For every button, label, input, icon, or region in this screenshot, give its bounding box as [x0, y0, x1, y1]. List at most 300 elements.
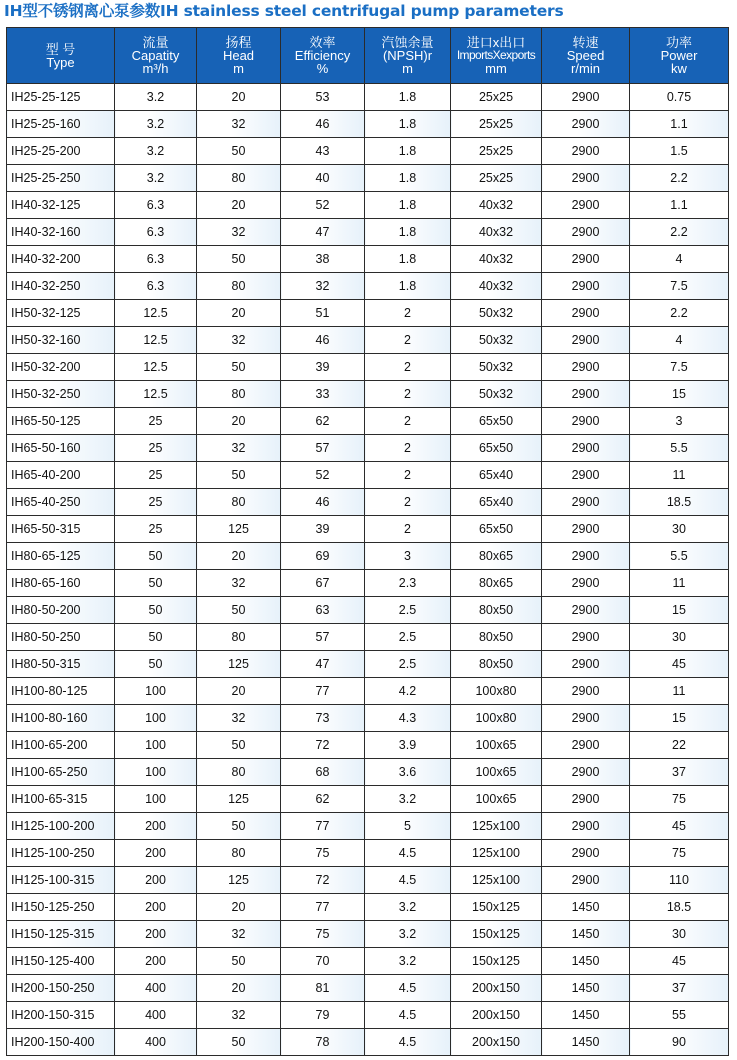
efficiency-cell: 81	[281, 975, 365, 1002]
npsh-cell: 3.9	[365, 732, 451, 759]
model-cell: IH100-65-200	[7, 732, 115, 759]
power-cell: 15	[630, 381, 729, 408]
capacity-cell: 100	[115, 732, 197, 759]
head-cell: 32	[197, 570, 281, 597]
inlet-outlet-cell: 150x125	[451, 894, 542, 921]
model-cell: IH25-25-125	[7, 84, 115, 111]
power-cell: 1.5	[630, 138, 729, 165]
header-type	[7, 28, 115, 84]
npsh-cell: 4.5	[365, 975, 451, 1002]
inlet-outlet-cell: 65x50	[451, 516, 542, 543]
head-cell: 32	[197, 111, 281, 138]
capacity-cell: 3.2	[115, 84, 197, 111]
efficiency-cell: 62	[281, 408, 365, 435]
npsh-cell: 4.5	[365, 1002, 451, 1029]
header-label: 转速	[572, 35, 599, 50]
npsh-cell: 1.8	[365, 84, 451, 111]
table-row	[7, 435, 729, 462]
capacity-cell: 25	[115, 462, 197, 489]
speed-cell: 2900	[542, 786, 630, 813]
power-cell: 1.1	[630, 111, 729, 138]
npsh-cell: 2	[365, 408, 451, 435]
model-cell: IH125-100-315	[7, 867, 115, 894]
speed-cell: 2900	[542, 246, 630, 273]
head-cell: 20	[197, 300, 281, 327]
head-cell: 80	[197, 840, 281, 867]
model-cell: IH40-32-160	[7, 219, 115, 246]
npsh-cell: 2	[365, 489, 451, 516]
inlet-outlet-cell: 50x32	[451, 327, 542, 354]
capacity-cell: 400	[115, 1002, 197, 1029]
power-cell: 2.2	[630, 165, 729, 192]
efficiency-cell: 47	[281, 219, 365, 246]
model-cell: IH200-150-400	[7, 1029, 115, 1056]
head-cell: 50	[197, 1029, 281, 1056]
header-power	[630, 28, 729, 84]
capacity-cell: 100	[115, 705, 197, 732]
table-row	[7, 192, 729, 219]
efficiency-cell: 67	[281, 570, 365, 597]
head-cell: 80	[197, 759, 281, 786]
table-row	[7, 840, 729, 867]
speed-cell: 2900	[542, 867, 630, 894]
speed-cell: 2900	[542, 624, 630, 651]
npsh-cell: 1.8	[365, 246, 451, 273]
header-label: 汽蚀余量	[381, 35, 434, 50]
npsh-cell: 3.2	[365, 948, 451, 975]
power-cell: 7.5	[630, 273, 729, 300]
efficiency-cell: 46	[281, 327, 365, 354]
power-cell: 1.1	[630, 192, 729, 219]
table-row	[7, 921, 729, 948]
power-cell: 18.5	[630, 489, 729, 516]
inlet-outlet-cell: 100x80	[451, 705, 542, 732]
capacity-cell: 200	[115, 840, 197, 867]
header-label: 进口x出口	[466, 35, 526, 50]
capacity-cell: 400	[115, 1029, 197, 1056]
speed-cell: 2900	[542, 489, 630, 516]
header-head	[197, 28, 281, 84]
capacity-cell: 100	[115, 786, 197, 813]
power-cell: 22	[630, 732, 729, 759]
table-row	[7, 516, 729, 543]
efficiency-cell: 68	[281, 759, 365, 786]
efficiency-cell: 32	[281, 273, 365, 300]
power-cell: 7.5	[630, 354, 729, 381]
power-cell: 45	[630, 948, 729, 975]
table-row	[7, 732, 729, 759]
speed-cell: 2900	[542, 354, 630, 381]
head-cell: 32	[197, 921, 281, 948]
power-cell: 11	[630, 570, 729, 597]
header-label: 效率	[309, 35, 336, 50]
efficiency-cell: 43	[281, 138, 365, 165]
model-cell: IH25-25-160	[7, 111, 115, 138]
npsh-cell: 3.6	[365, 759, 451, 786]
efficiency-cell: 77	[281, 894, 365, 921]
page-title: IH型不锈钢离心泵参数IH stainless steel centrifugal pump parameters	[4, 2, 564, 20]
head-cell: 20	[197, 192, 281, 219]
header-unit: r/min	[571, 61, 600, 76]
header-capacity	[115, 28, 197, 84]
model-cell: IH150-125-400	[7, 948, 115, 975]
model-cell: IH40-32-250	[7, 273, 115, 300]
table-row	[7, 624, 729, 651]
header-unit: m	[402, 61, 413, 76]
head-cell: 20	[197, 894, 281, 921]
table-row	[7, 570, 729, 597]
head-cell: 125	[197, 516, 281, 543]
table-row	[7, 489, 729, 516]
head-cell: 50	[197, 597, 281, 624]
inlet-outlet-cell: 80x50	[451, 624, 542, 651]
table-row	[7, 1029, 729, 1056]
model-cell: IH125-100-250	[7, 840, 115, 867]
model-cell: IH150-125-315	[7, 921, 115, 948]
efficiency-cell: 40	[281, 165, 365, 192]
model-cell: IH80-50-315	[7, 651, 115, 678]
inlet-outlet-cell: 40x32	[451, 219, 542, 246]
header-label: 功率	[665, 35, 692, 50]
head-cell: 125	[197, 867, 281, 894]
table-row	[7, 354, 729, 381]
head-cell: 32	[197, 219, 281, 246]
model-cell: IH80-65-125	[7, 543, 115, 570]
speed-cell: 1450	[542, 1002, 630, 1029]
header-unit: %	[316, 61, 329, 76]
efficiency-cell: 63	[281, 597, 365, 624]
capacity-cell: 6.3	[115, 273, 197, 300]
speed-cell: 2900	[542, 192, 630, 219]
npsh-cell: 1.8	[365, 273, 451, 300]
table-row	[7, 381, 729, 408]
table-row	[7, 543, 729, 570]
npsh-cell: 4.5	[365, 1029, 451, 1056]
efficiency-cell: 79	[281, 1002, 365, 1029]
header-label: Head	[222, 48, 255, 63]
speed-cell: 2900	[542, 408, 630, 435]
header-label: Efficiency	[294, 48, 351, 63]
capacity-cell: 200	[115, 867, 197, 894]
power-cell: 11	[630, 462, 729, 489]
model-cell: IH150-125-250	[7, 894, 115, 921]
inlet-outlet-cell: 40x32	[451, 246, 542, 273]
inlet-outlet-cell: 100x80	[451, 678, 542, 705]
npsh-cell: 1.8	[365, 219, 451, 246]
inlet-outlet-cell: 25x25	[451, 165, 542, 192]
speed-cell: 2900	[542, 165, 630, 192]
inlet-outlet-cell: 25x25	[451, 84, 542, 111]
speed-cell: 2900	[542, 273, 630, 300]
speed-cell: 2900	[542, 327, 630, 354]
table-row	[7, 138, 729, 165]
header-unit: kw	[671, 61, 687, 76]
npsh-cell: 1.8	[365, 138, 451, 165]
capacity-cell: 3.2	[115, 111, 197, 138]
npsh-cell: 2.5	[365, 651, 451, 678]
table-row	[7, 111, 729, 138]
table-row	[7, 975, 729, 1002]
model-cell: IH65-50-315	[7, 516, 115, 543]
capacity-cell: 6.3	[115, 192, 197, 219]
inlet-outlet-cell: 65x50	[451, 435, 542, 462]
table-row	[7, 867, 729, 894]
header-label: Type	[46, 54, 75, 70]
capacity-cell: 25	[115, 489, 197, 516]
table-header-row	[7, 28, 729, 84]
head-cell: 50	[197, 354, 281, 381]
head-cell: 80	[197, 165, 281, 192]
capacity-cell: 6.3	[115, 246, 197, 273]
inlet-outlet-cell: 100x65	[451, 732, 542, 759]
inlet-outlet-cell: 65x50	[451, 408, 542, 435]
efficiency-cell: 52	[281, 192, 365, 219]
efficiency-cell: 46	[281, 111, 365, 138]
inlet-outlet-cell: 100x65	[451, 759, 542, 786]
efficiency-cell: 69	[281, 543, 365, 570]
power-cell: 15	[630, 705, 729, 732]
table-row	[7, 678, 729, 705]
inlet-outlet-cell: 125x100	[451, 867, 542, 894]
power-cell: 5.5	[630, 435, 729, 462]
table-row	[7, 246, 729, 273]
power-cell: 55	[630, 1002, 729, 1029]
header-label: 型 号	[45, 41, 76, 57]
model-cell: IH100-65-250	[7, 759, 115, 786]
inlet-outlet-cell: 50x32	[451, 381, 542, 408]
power-cell: 0.75	[630, 84, 729, 111]
npsh-cell: 3	[365, 543, 451, 570]
head-cell: 50	[197, 948, 281, 975]
capacity-cell: 25	[115, 435, 197, 462]
table-row	[7, 462, 729, 489]
table-row	[7, 597, 729, 624]
inlet-outlet-cell: 50x32	[451, 354, 542, 381]
head-cell: 80	[197, 489, 281, 516]
capacity-cell: 50	[115, 597, 197, 624]
speed-cell: 2900	[542, 813, 630, 840]
power-cell: 37	[630, 975, 729, 1002]
power-cell: 30	[630, 624, 729, 651]
speed-cell: 2900	[542, 840, 630, 867]
capacity-cell: 50	[115, 651, 197, 678]
capacity-cell: 200	[115, 921, 197, 948]
head-cell: 20	[197, 543, 281, 570]
head-cell: 125	[197, 786, 281, 813]
npsh-cell: 2	[365, 327, 451, 354]
capacity-cell: 100	[115, 678, 197, 705]
power-cell: 18.5	[630, 894, 729, 921]
efficiency-cell: 75	[281, 921, 365, 948]
capacity-cell: 25	[115, 516, 197, 543]
speed-cell: 2900	[542, 462, 630, 489]
capacity-cell: 50	[115, 570, 197, 597]
inlet-outlet-cell: 200x150	[451, 975, 542, 1002]
model-cell: IH65-50-160	[7, 435, 115, 462]
head-cell: 80	[197, 624, 281, 651]
capacity-cell: 12.5	[115, 300, 197, 327]
inlet-outlet-cell: 125x100	[451, 840, 542, 867]
header-unit: m³/h	[142, 61, 169, 76]
model-cell: IH50-32-125	[7, 300, 115, 327]
speed-cell: 1450	[542, 948, 630, 975]
npsh-cell: 2	[365, 381, 451, 408]
speed-cell: 1450	[542, 1029, 630, 1056]
npsh-cell: 1.8	[365, 165, 451, 192]
power-cell: 37	[630, 759, 729, 786]
efficiency-cell: 72	[281, 867, 365, 894]
capacity-cell: 50	[115, 624, 197, 651]
npsh-cell: 1.8	[365, 111, 451, 138]
speed-cell: 1450	[542, 921, 630, 948]
model-cell: IH200-150-315	[7, 1002, 115, 1029]
head-cell: 32	[197, 1002, 281, 1029]
capacity-cell: 200	[115, 894, 197, 921]
efficiency-cell: 52	[281, 462, 365, 489]
npsh-cell: 2.3	[365, 570, 451, 597]
head-cell: 50	[197, 813, 281, 840]
speed-cell: 2900	[542, 705, 630, 732]
inlet-outlet-cell: 200x150	[451, 1002, 542, 1029]
header-label: Speed	[566, 48, 605, 63]
head-cell: 20	[197, 678, 281, 705]
power-cell: 3	[630, 408, 729, 435]
header-unit: m	[233, 61, 244, 76]
power-cell: 11	[630, 678, 729, 705]
npsh-cell: 4.2	[365, 678, 451, 705]
table-row	[7, 948, 729, 975]
capacity-cell: 200	[115, 813, 197, 840]
npsh-cell: 2	[365, 435, 451, 462]
inlet-outlet-cell: 25x25	[451, 111, 542, 138]
inlet-outlet-cell: 200x150	[451, 1029, 542, 1056]
table-row	[7, 759, 729, 786]
model-cell: IH125-100-200	[7, 813, 115, 840]
model-cell: IH50-32-200	[7, 354, 115, 381]
header-speed	[542, 28, 630, 84]
efficiency-cell: 47	[281, 651, 365, 678]
efficiency-cell: 57	[281, 435, 365, 462]
power-cell: 30	[630, 516, 729, 543]
npsh-cell: 2	[365, 354, 451, 381]
table-row	[7, 327, 729, 354]
power-cell: 30	[630, 921, 729, 948]
power-cell: 45	[630, 813, 729, 840]
efficiency-cell: 38	[281, 246, 365, 273]
speed-cell: 2900	[542, 516, 630, 543]
inlet-outlet-cell: 125x100	[451, 813, 542, 840]
head-cell: 50	[197, 246, 281, 273]
speed-cell: 2900	[542, 678, 630, 705]
capacity-cell: 25	[115, 408, 197, 435]
efficiency-cell: 33	[281, 381, 365, 408]
npsh-cell: 1.8	[365, 192, 451, 219]
header-npsh	[365, 28, 451, 84]
head-cell: 50	[197, 462, 281, 489]
model-cell: IH100-80-160	[7, 705, 115, 732]
inlet-outlet-cell: 40x32	[451, 192, 542, 219]
power-cell: 15	[630, 597, 729, 624]
speed-cell: 2900	[542, 732, 630, 759]
npsh-cell: 2	[365, 300, 451, 327]
model-cell: IH50-32-160	[7, 327, 115, 354]
speed-cell: 2900	[542, 138, 630, 165]
efficiency-cell: 75	[281, 840, 365, 867]
header-imports-exports	[451, 28, 542, 84]
inlet-outlet-cell: 80x65	[451, 570, 542, 597]
speed-cell: 2900	[542, 597, 630, 624]
efficiency-cell: 39	[281, 516, 365, 543]
efficiency-cell: 53	[281, 84, 365, 111]
model-cell: IH80-50-200	[7, 597, 115, 624]
power-cell: 75	[630, 840, 729, 867]
head-cell: 32	[197, 435, 281, 462]
capacity-cell: 200	[115, 948, 197, 975]
npsh-cell: 2.5	[365, 597, 451, 624]
capacity-cell: 12.5	[115, 354, 197, 381]
npsh-cell: 2	[365, 462, 451, 489]
table-row	[7, 786, 729, 813]
efficiency-cell: 77	[281, 813, 365, 840]
head-cell: 32	[197, 705, 281, 732]
npsh-cell: 3.2	[365, 921, 451, 948]
efficiency-cell: 51	[281, 300, 365, 327]
speed-cell: 2900	[542, 219, 630, 246]
table-row	[7, 894, 729, 921]
speed-cell: 2900	[542, 381, 630, 408]
power-cell: 75	[630, 786, 729, 813]
model-cell: IH100-80-125	[7, 678, 115, 705]
efficiency-cell: 57	[281, 624, 365, 651]
table-row	[7, 165, 729, 192]
header-label: (NPSH)r	[382, 48, 433, 63]
capacity-cell: 50	[115, 543, 197, 570]
speed-cell: 2900	[542, 651, 630, 678]
speed-cell: 2900	[542, 759, 630, 786]
table-row	[7, 408, 729, 435]
power-cell: 45	[630, 651, 729, 678]
table-row	[7, 300, 729, 327]
speed-cell: 1450	[542, 894, 630, 921]
header-efficiency	[281, 28, 365, 84]
model-cell: IH50-32-250	[7, 381, 115, 408]
power-cell: 4	[630, 246, 729, 273]
model-cell: IH25-25-250	[7, 165, 115, 192]
efficiency-cell: 70	[281, 948, 365, 975]
power-cell: 2.2	[630, 219, 729, 246]
capacity-cell: 6.3	[115, 219, 197, 246]
npsh-cell: 3.2	[365, 894, 451, 921]
table-row	[7, 813, 729, 840]
head-cell: 80	[197, 273, 281, 300]
npsh-cell: 4.3	[365, 705, 451, 732]
efficiency-cell: 62	[281, 786, 365, 813]
npsh-cell: 4.5	[365, 867, 451, 894]
inlet-outlet-cell: 80x50	[451, 597, 542, 624]
speed-cell: 1450	[542, 975, 630, 1002]
table-row	[7, 705, 729, 732]
efficiency-cell: 46	[281, 489, 365, 516]
inlet-outlet-cell: 50x32	[451, 300, 542, 327]
speed-cell: 2900	[542, 543, 630, 570]
capacity-cell: 100	[115, 759, 197, 786]
inlet-outlet-cell: 150x125	[451, 948, 542, 975]
model-cell: IH25-25-200	[7, 138, 115, 165]
efficiency-cell: 72	[281, 732, 365, 759]
table-body	[7, 84, 729, 1056]
power-cell: 2.2	[630, 300, 729, 327]
model-cell: IH80-65-160	[7, 570, 115, 597]
